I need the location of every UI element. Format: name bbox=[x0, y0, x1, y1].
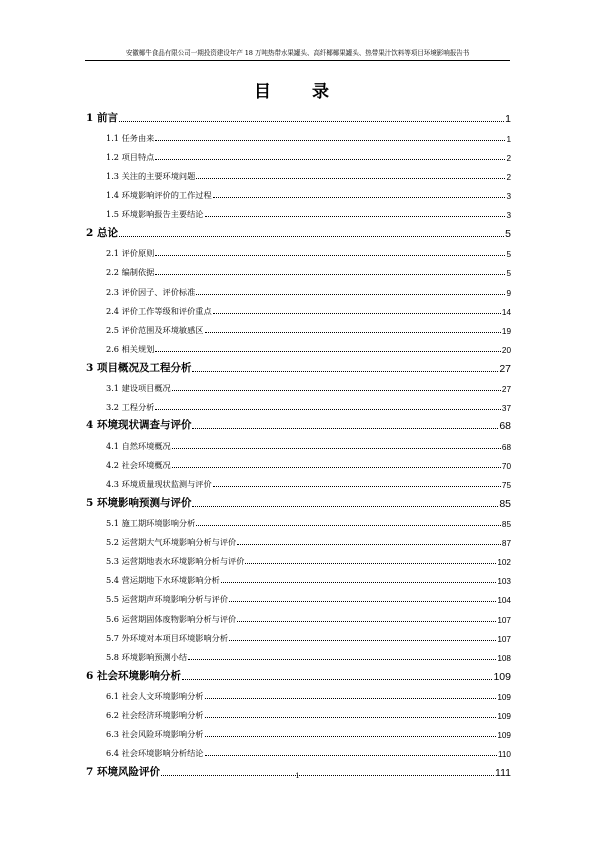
toc-section-entry[interactable] bbox=[86, 432, 511, 451]
toc-entry-label: 2.5 评价范围及环境敏感区 bbox=[106, 324, 204, 335]
toc-chapter-entry[interactable] bbox=[86, 413, 511, 433]
toc-entry-page: 75 bbox=[501, 481, 511, 490]
toc-section-entry[interactable] bbox=[86, 452, 511, 471]
dot-leader bbox=[155, 351, 501, 352]
dot-leader bbox=[205, 717, 497, 718]
toc-entry-label: 2.3 评价因子、评价标准 bbox=[106, 286, 196, 297]
toc-entry-page: 27 bbox=[499, 362, 511, 375]
toc-entry-label: 6.4 社会环境影响分析结论 bbox=[106, 748, 204, 759]
toc-entry-label: 2 总论 bbox=[86, 226, 118, 239]
toc-section-entry[interactable] bbox=[86, 278, 511, 297]
toc-section-entry[interactable] bbox=[86, 375, 511, 394]
toc-entry-label: 3.2 工程分析 bbox=[106, 401, 155, 412]
dot-leader bbox=[213, 486, 501, 487]
toc-section-entry[interactable] bbox=[86, 586, 511, 605]
toc-entry-label: 4.2 社会环境概况 bbox=[106, 459, 171, 470]
dot-leader bbox=[205, 755, 497, 756]
toc-entry-page: 109 bbox=[497, 692, 511, 702]
toc-entry-label: 4.3 环境质量现状监测与评价 bbox=[106, 479, 212, 489]
page-header: 安徽椰牛食品有限公司一期投资建设年产 18 万吨热带水果罐头、高纤椰椰果罐头、热带果汁饮料等项目环境影响报告书 bbox=[85, 47, 510, 61]
toc-entry-label: 6 社会环境影响分析 bbox=[86, 669, 181, 682]
toc-entry-label: 5.7 外环境对本项目环境影响分析 bbox=[106, 632, 229, 643]
toc-entry-label: 4.1 自然环境概况 bbox=[106, 440, 171, 451]
dot-leader bbox=[237, 621, 496, 622]
toc-section-entry[interactable] bbox=[86, 259, 511, 278]
dot-leader bbox=[196, 525, 501, 526]
toc-entry-page: 109 bbox=[497, 731, 511, 741]
toc-entry-label: 2.4 评价工作等级和评价重点 bbox=[106, 305, 212, 316]
toc-section-entry[interactable] bbox=[86, 529, 511, 548]
toc-section-entry[interactable] bbox=[86, 317, 511, 336]
toc-entry-label: 3.1 建设项目概况 bbox=[106, 382, 171, 393]
toc-section-entry[interactable] bbox=[86, 548, 511, 567]
toc-section-entry[interactable] bbox=[86, 240, 511, 259]
toc-entry-page: 107 bbox=[497, 634, 511, 644]
toc-entry-label: 6.3 社会风险环境影响分析 bbox=[106, 729, 204, 740]
toc-section-entry[interactable] bbox=[86, 740, 511, 759]
toc-entry-page: 3 bbox=[506, 192, 511, 202]
dot-leader bbox=[155, 409, 501, 410]
toc-entry-label: 3 项目概况及工程分析 bbox=[86, 361, 192, 374]
toc-entry-page: 85 bbox=[499, 497, 511, 510]
toc-entry-page: 27 bbox=[501, 384, 511, 394]
toc-section-entry[interactable] bbox=[86, 336, 511, 355]
toc-entry-label: 1.3 关注的主要环境问题 bbox=[106, 171, 196, 182]
toc-title: 目 录 bbox=[254, 82, 341, 102]
toc-entry-page: 5 bbox=[505, 227, 511, 240]
toc-entry-page: 3 bbox=[506, 211, 511, 221]
toc-chapter-entry[interactable] bbox=[86, 220, 511, 240]
toc-entry-label: 5.1 施工期环境影响分析 bbox=[106, 517, 196, 528]
toc-entry-label: 5.2 运营期大气环境影响分析与评价 bbox=[106, 536, 237, 547]
toc-chapter-entry[interactable] bbox=[86, 105, 511, 125]
dot-leader bbox=[213, 197, 506, 198]
toc-entry-label: 2.6 相关规划 bbox=[106, 344, 155, 355]
toc-section-entry[interactable] bbox=[86, 125, 511, 144]
toc-entry-page: 107 bbox=[497, 615, 511, 625]
dot-leader bbox=[205, 698, 497, 699]
toc-section-entry[interactable] bbox=[86, 702, 511, 721]
toc-entry-label: 6.1 社会人文环境影响分析 bbox=[106, 690, 204, 701]
dot-leader bbox=[155, 274, 505, 275]
toc-section-entry[interactable] bbox=[86, 721, 511, 740]
toc-section-entry[interactable] bbox=[86, 471, 511, 490]
dot-leader bbox=[237, 544, 501, 545]
table-of-contents bbox=[86, 105, 511, 779]
dot-leader bbox=[196, 294, 505, 295]
toc-entry-page: 109 bbox=[497, 711, 511, 721]
dot-leader bbox=[205, 216, 506, 217]
dot-leader bbox=[196, 178, 505, 179]
toc-entry-page: 70 bbox=[501, 461, 511, 471]
toc-entry-page: 110 bbox=[497, 750, 511, 760]
toc-entry-page: 85 bbox=[501, 519, 511, 529]
toc-entry-page: 37 bbox=[501, 403, 511, 413]
toc-entry-label: 7 环境风险评价 bbox=[86, 765, 160, 778]
toc-section-entry[interactable] bbox=[86, 201, 511, 220]
toc-entry-label: 5.3 运营期地表水环境影响分析与评价 bbox=[106, 556, 245, 567]
toc-entry-page: 108 bbox=[497, 654, 511, 663]
dot-leader bbox=[119, 236, 504, 237]
toc-chapter-entry[interactable] bbox=[86, 490, 511, 510]
toc-entry-page: 5 bbox=[506, 269, 511, 279]
toc-section-entry[interactable] bbox=[86, 298, 511, 317]
toc-entry-label: 1.4 环境影响评价的工作过程 bbox=[106, 190, 212, 201]
toc-entry-page: 1 bbox=[506, 134, 511, 144]
toc-entry-page: 104 bbox=[497, 596, 511, 606]
toc-section-entry[interactable] bbox=[86, 683, 511, 702]
dot-leader bbox=[172, 448, 501, 449]
toc-entry-page: 1 bbox=[505, 112, 511, 125]
toc-entry-page: 68 bbox=[501, 442, 511, 452]
toc-entry-label: 2.1 评价原则 bbox=[106, 248, 155, 259]
toc-entry-page: 19 bbox=[501, 326, 511, 336]
dot-leader bbox=[245, 563, 496, 564]
toc-entry-label: 1.2 项目特点 bbox=[106, 151, 155, 162]
dot-leader bbox=[188, 659, 496, 660]
dot-leader bbox=[182, 679, 493, 680]
toc-chapter-entry[interactable] bbox=[86, 663, 511, 683]
toc-section-entry[interactable] bbox=[86, 182, 511, 201]
toc-entry-page: 5 bbox=[506, 250, 511, 260]
toc-entry-label: 1.5 环境影响报告主要结论 bbox=[106, 209, 204, 220]
dot-leader bbox=[229, 601, 496, 602]
dot-leader bbox=[205, 332, 501, 333]
toc-entry-label: 5 环境影响预测与评价 bbox=[86, 496, 192, 509]
dot-leader bbox=[155, 140, 505, 141]
toc-entry-label: 2.2 编制依据 bbox=[106, 267, 155, 278]
toc-entry-page: 2 bbox=[506, 153, 511, 163]
toc-entry-page: 109 bbox=[493, 670, 511, 683]
dot-leader bbox=[172, 467, 501, 468]
dot-leader bbox=[155, 255, 505, 256]
toc-section-entry[interactable] bbox=[86, 644, 511, 663]
toc-entry-label: 5.8 环境影响预测小结 bbox=[106, 652, 188, 662]
toc-entry-label: 6.2 社会经济环境影响分析 bbox=[106, 709, 204, 720]
toc-entry-label: 5.5 运营期声环境影响分析与评价 bbox=[106, 594, 229, 605]
toc-entry-page: 20 bbox=[501, 346, 511, 356]
dot-leader bbox=[229, 640, 496, 641]
toc-entry-page: 87 bbox=[501, 538, 511, 548]
toc-entry-label: 5.6 运营期固体废物影响分析与评价 bbox=[106, 613, 237, 624]
toc-entry-page: 9 bbox=[506, 288, 511, 298]
toc-entry-page: 102 bbox=[497, 558, 511, 568]
toc-section-entry[interactable] bbox=[86, 625, 511, 644]
toc-section-entry[interactable] bbox=[86, 394, 511, 413]
dot-leader bbox=[119, 121, 504, 122]
dot-leader bbox=[221, 582, 496, 583]
toc-entry-page: 111 bbox=[495, 766, 511, 779]
toc-section-entry[interactable] bbox=[86, 144, 511, 163]
toc-entry-page: 14 bbox=[501, 307, 511, 317]
toc-entry-page: 103 bbox=[497, 577, 511, 587]
toc-section-entry[interactable] bbox=[86, 605, 511, 624]
dot-leader bbox=[192, 428, 498, 429]
toc-section-entry[interactable] bbox=[86, 163, 511, 182]
toc-entry-label: 4 环境现状调查与评价 bbox=[86, 419, 192, 432]
toc-entry-label: 1.1 任务由来 bbox=[106, 132, 155, 143]
dot-leader bbox=[192, 371, 498, 372]
toc-chapter-entry[interactable] bbox=[86, 355, 511, 375]
toc-entry-label: 1 前言 bbox=[86, 111, 118, 124]
page-number: 1 bbox=[295, 772, 300, 780]
dot-leader bbox=[192, 506, 498, 507]
toc-entry-page: 68 bbox=[499, 420, 511, 433]
toc-section-entry[interactable] bbox=[86, 510, 511, 529]
toc-section-entry[interactable] bbox=[86, 567, 511, 586]
dot-leader bbox=[172, 390, 501, 391]
dot-leader bbox=[155, 159, 505, 160]
toc-entry-page: 2 bbox=[506, 173, 511, 183]
dot-leader bbox=[205, 736, 497, 737]
dot-leader bbox=[213, 313, 501, 314]
toc-entry-label: 5.4 营运期地下水环境影响分析 bbox=[106, 575, 220, 586]
